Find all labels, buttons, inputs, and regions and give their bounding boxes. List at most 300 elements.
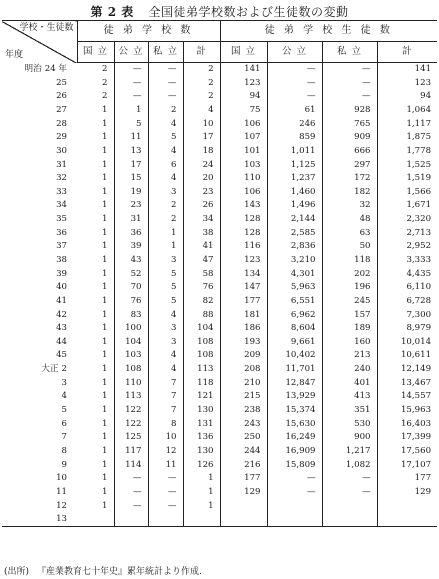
table-cell: 1: [102, 432, 108, 443]
table-cell: 7,300: [377, 308, 437, 322]
table-cell: 900: [322, 431, 377, 445]
table-row: [2, 76, 437, 90]
table-cell: 101: [220, 144, 267, 158]
year-cell: [2, 335, 77, 349]
table-cell: 2: [183, 90, 220, 104]
table-cell: 50: [322, 240, 377, 254]
table-row: [2, 294, 437, 308]
table-row: [2, 499, 437, 513]
table-cell: 116: [220, 240, 267, 254]
year-label: 41: [56, 295, 67, 306]
table-cell: —: [267, 485, 322, 499]
source-note: [4, 564, 202, 577]
table-cell: [267, 499, 322, 513]
table-cell: 16,909: [267, 444, 322, 458]
table-cell: 5,963: [267, 281, 322, 295]
table-cell: 765: [322, 117, 377, 131]
year-cell: [2, 444, 77, 458]
year-label: 45: [56, 350, 67, 361]
table-row: [2, 417, 437, 431]
table-cell: 32: [322, 199, 377, 213]
table-cell: 189: [322, 322, 377, 336]
table-cell: [183, 513, 220, 527]
year-cell: [2, 63, 77, 77]
table-cell: 17,107: [377, 458, 437, 472]
table-cell: [148, 513, 183, 527]
table-cell: 1: [102, 159, 108, 170]
table-cell: 209: [220, 349, 267, 363]
table-cell: 76: [183, 281, 220, 295]
table-cell: 177: [220, 472, 267, 486]
table-cell: 2: [148, 103, 183, 117]
table-cell: —: [267, 76, 322, 90]
table-cell: 16,403: [377, 417, 437, 431]
table-cell: 3: [148, 322, 183, 336]
table-cell: 2,585: [267, 226, 322, 240]
table-cell: 88: [183, 308, 220, 322]
corner-bottom-label: 年度: [5, 49, 24, 60]
table-cell: 1: [102, 173, 108, 184]
table-row: [2, 431, 437, 445]
table-cell: 1: [102, 309, 108, 320]
table-cell: 76: [114, 294, 148, 308]
year-label: 13: [56, 513, 67, 524]
table-cell: 141: [220, 63, 267, 77]
table-cell: 1: [102, 145, 108, 156]
table-cell: 2,144: [267, 213, 322, 227]
table-row: [2, 172, 437, 186]
year-cell: [2, 213, 77, 227]
table-cell: 147: [220, 281, 267, 295]
year-label: 12: [56, 500, 67, 511]
table-cell: 250: [220, 431, 267, 445]
table-cell: 1: [148, 240, 183, 254]
table-cell: 202: [322, 267, 377, 281]
header-sub: 計: [377, 42, 437, 63]
table-cell: 48: [322, 213, 377, 227]
table-cell: 3,210: [267, 253, 322, 267]
table-cell: 11: [148, 458, 183, 472]
table-cell: 23: [183, 185, 220, 199]
table-cell: 20: [183, 172, 220, 186]
table-row: [2, 267, 437, 281]
table-cell: 19: [114, 185, 148, 199]
year-label: 24 年: [44, 64, 67, 75]
table-cell: 36: [114, 226, 148, 240]
table-cell: 2: [183, 63, 220, 77]
table-cell: 108: [183, 349, 220, 363]
year-label: 3: [61, 377, 67, 388]
table-cell: 1: [102, 104, 108, 115]
table-cell: 108: [114, 363, 148, 377]
table-cell: 216: [220, 458, 267, 472]
year-cell: [2, 253, 77, 267]
table-cell: 107: [220, 131, 267, 145]
table-cell: 31: [114, 213, 148, 227]
table-cell: —: [114, 90, 148, 104]
table-cell: 4: [148, 349, 183, 363]
table-cell: —: [148, 90, 183, 104]
year-label: 10: [56, 473, 67, 484]
header-sub: 国 立: [220, 42, 267, 63]
table-cell: 3,333: [377, 253, 437, 267]
year-label: 26: [56, 91, 67, 102]
table-cell: 13,467: [377, 376, 437, 390]
table-cell: 1: [102, 214, 108, 225]
table-cell: 141: [377, 63, 437, 77]
table-cell: 1: [183, 485, 220, 499]
corner-top-label: 学校・生徒数: [19, 23, 74, 33]
table-cell: 123: [220, 253, 267, 267]
table-cell: 210: [220, 376, 267, 390]
table-cell: 172: [322, 172, 377, 186]
table-cell: 243: [220, 417, 267, 431]
table-cell: 75: [220, 103, 267, 117]
table-cell: 4: [148, 363, 183, 377]
table-cell: 131: [183, 417, 220, 431]
table-cell: —: [322, 485, 377, 499]
table-cell: 10: [183, 117, 220, 131]
table-cell: 11,701: [267, 363, 322, 377]
table-cell: 4: [148, 117, 183, 131]
year-cell: [2, 417, 77, 431]
table-row: [2, 131, 437, 145]
year-label: 5: [61, 405, 67, 416]
year-cell: [2, 431, 77, 445]
table-cell: 246: [267, 117, 322, 131]
table-cell: 1,117: [377, 117, 437, 131]
table-cell: 1,237: [267, 172, 322, 186]
year-label: 27: [56, 104, 67, 115]
table-cell: 530: [322, 417, 377, 431]
table-cell: —: [148, 63, 183, 77]
table-cell: 1: [102, 254, 108, 265]
table-cell: 18: [183, 144, 220, 158]
table-cell: 6,551: [267, 294, 322, 308]
year-cell: [2, 376, 77, 390]
table-cell: 4: [148, 144, 183, 158]
table-cell: 113: [183, 363, 220, 377]
year-cell: [2, 281, 77, 295]
table-cell: 1: [102, 445, 108, 456]
table-row: [2, 349, 437, 363]
table-cell: 208: [220, 363, 267, 377]
table-cell: 23: [114, 199, 148, 213]
table-cell: 1: [102, 486, 108, 497]
table-cell: 1,525: [377, 158, 437, 172]
table-cell: 1: [102, 268, 108, 279]
year-cell: [2, 144, 77, 158]
table-cell: 4: [148, 308, 183, 322]
table-cell: 160: [322, 335, 377, 349]
header-group-schools: 徒 弟 学 校 数: [77, 21, 220, 42]
table-cell: —: [267, 90, 322, 104]
table-cell: —: [148, 76, 183, 90]
table-row: [2, 117, 437, 131]
table-cell: 17,560: [377, 444, 437, 458]
year-cell: [2, 131, 77, 145]
table-cell: 1: [102, 473, 108, 484]
year-cell: [2, 76, 77, 90]
table-cell: 104: [114, 335, 148, 349]
table-row: [2, 253, 437, 267]
era-label: 大正: [41, 364, 59, 375]
year-label: 11: [56, 486, 67, 497]
table-cell: 182: [322, 185, 377, 199]
table-row: [2, 472, 437, 486]
table-cell: 16,249: [267, 431, 322, 445]
table-cell: —: [148, 499, 183, 513]
year-label: 43: [56, 323, 67, 334]
table-cell: 121: [183, 390, 220, 404]
year-cell: [2, 185, 77, 199]
table-row: [2, 322, 437, 336]
year-label: 40: [56, 282, 67, 293]
table-row: [2, 376, 437, 390]
table-row: [2, 199, 437, 213]
table-cell: —: [322, 90, 377, 104]
table-cell: 126: [183, 458, 220, 472]
table-cell: 2: [148, 213, 183, 227]
table-cell: 70: [114, 281, 148, 295]
table-cell: 1: [102, 391, 108, 402]
table-cell: 12,847: [267, 376, 322, 390]
table-cell: —: [114, 472, 148, 486]
table-row: [2, 158, 437, 172]
table-cell: 17: [183, 131, 220, 145]
table-cell: 1: [102, 118, 108, 129]
table-cell: 47: [183, 253, 220, 267]
table-cell: 1: [114, 103, 148, 117]
table-cell: 8,979: [377, 322, 437, 336]
table-row: [2, 308, 437, 322]
table-cell: 6,962: [267, 308, 322, 322]
year-label: 44: [56, 336, 67, 347]
header-sub: 私 立: [322, 42, 377, 63]
year-cell: [2, 513, 77, 527]
table-cell: 5: [148, 294, 183, 308]
table-cell: 12: [148, 444, 183, 458]
table-cell: 94: [220, 90, 267, 104]
table-cell: 15: [114, 172, 148, 186]
table-cell: —: [114, 485, 148, 499]
table-row: [2, 404, 437, 418]
year-cell: [2, 499, 77, 513]
table-cell: 1: [102, 241, 108, 252]
year-cell: [2, 322, 77, 336]
table-cell: 413: [322, 390, 377, 404]
table-cell: 1: [102, 459, 108, 470]
year-label: 4: [61, 391, 67, 402]
table-cell: 110: [114, 376, 148, 390]
table-row: [2, 226, 437, 240]
table-cell: 24: [183, 158, 220, 172]
table-cell: 1: [102, 227, 108, 238]
year-cell: [2, 199, 77, 213]
source-text: 『産業教育七十年史』累年統計より作成.: [37, 567, 202, 577]
table-cell: 196: [322, 281, 377, 295]
table-cell: 117: [114, 444, 148, 458]
table-cell: 1: [102, 186, 108, 197]
table-cell: —: [322, 76, 377, 90]
table-cell: 129: [220, 485, 267, 499]
source-label: (出所): [4, 567, 30, 577]
table-cell: [220, 499, 267, 513]
table-cell: 1: [102, 282, 108, 293]
table-cell: 7: [148, 390, 183, 404]
header-sub: 計: [183, 42, 220, 63]
table-cell: 3: [148, 253, 183, 267]
table-cell: 4,435: [377, 267, 437, 281]
table-cell: 5: [148, 281, 183, 295]
table-cell: [377, 499, 437, 513]
table-cell: 38: [183, 226, 220, 240]
table-cell: 12,149: [377, 363, 437, 377]
header-group-students: 徒 弟 学 校 生 徒 数: [220, 21, 437, 42]
year-label: 30: [56, 145, 67, 156]
table-cell: 1: [102, 323, 108, 334]
table-cell: 6,110: [377, 281, 437, 295]
table-cell: 114: [114, 458, 148, 472]
table-cell: 43: [114, 253, 148, 267]
year-cell: [2, 103, 77, 117]
table-cell: 2: [102, 91, 108, 102]
table-cell: 859: [267, 131, 322, 145]
table-cell: —: [322, 63, 377, 77]
table-cell: 1: [102, 500, 108, 511]
table-cell: [322, 499, 377, 513]
table-cell: 26: [183, 199, 220, 213]
table-cell: 2,952: [377, 240, 437, 254]
table-cell: —: [322, 472, 377, 486]
table-cell: 4: [183, 103, 220, 117]
year-cell: [2, 390, 77, 404]
year-label: 8: [61, 445, 67, 456]
table-cell: 1,778: [377, 144, 437, 158]
table-cell: —: [114, 499, 148, 513]
table-row: [2, 144, 437, 158]
table-cell: 106: [220, 117, 267, 131]
table-cell: 8,604: [267, 322, 322, 336]
header-sub: 国 立: [77, 42, 114, 63]
year-cell: [2, 226, 77, 240]
table-cell: 1: [102, 364, 108, 375]
table-cell: 10,014: [377, 335, 437, 349]
table-cell: 215: [220, 390, 267, 404]
table-cell: 83: [114, 308, 148, 322]
table-cell: 2: [148, 199, 183, 213]
table-cell: 1,011: [267, 144, 322, 158]
table-cell: 1,875: [377, 131, 437, 145]
table-cell: 193: [220, 335, 267, 349]
year-cell: [2, 172, 77, 186]
table-cell: [77, 513, 114, 527]
table-cell: 5: [148, 131, 183, 145]
table-cell: 13,929: [267, 390, 322, 404]
table-cell: 1,496: [267, 199, 322, 213]
table-cell: 1,566: [377, 185, 437, 199]
year-label: 32: [56, 173, 67, 184]
table-cell: 9,661: [267, 335, 322, 349]
year-label: 33: [56, 186, 67, 197]
table-row: [2, 63, 437, 77]
table-cell: 118: [322, 253, 377, 267]
table-row: [2, 363, 437, 377]
table-cell: 1,064: [377, 103, 437, 117]
table-cell: 351: [322, 404, 377, 418]
year-cell: [2, 458, 77, 472]
table-cell: 2: [183, 76, 220, 90]
table-cell: 2,836: [267, 240, 322, 254]
table-cell: [322, 513, 377, 527]
table-cell: 2,713: [377, 226, 437, 240]
table-row: [2, 240, 437, 254]
table-cell: 666: [322, 144, 377, 158]
table-cell: 401: [322, 376, 377, 390]
table-cell: 1,460: [267, 185, 322, 199]
table-cell: [377, 513, 437, 527]
table-cell: 106: [220, 185, 267, 199]
table-cell: 1: [102, 295, 108, 306]
table-cell: 128: [220, 213, 267, 227]
table-cell: 82: [183, 294, 220, 308]
table-cell: 52: [114, 267, 148, 281]
table-cell: [267, 513, 322, 527]
table-cell: 94: [377, 90, 437, 104]
table-cell: 1: [102, 336, 108, 347]
table-cell: 125: [114, 431, 148, 445]
table-row: [2, 458, 437, 472]
table-cell: 244: [220, 444, 267, 458]
table-cell: 7: [148, 376, 183, 390]
table-cell: 181: [220, 308, 267, 322]
table-cell: 134: [220, 267, 267, 281]
table-cell: 10: [148, 431, 183, 445]
table-cell: 3: [148, 185, 183, 199]
table-cell: 213: [322, 349, 377, 363]
table-cell: 1: [102, 132, 108, 143]
table-cell: 130: [183, 404, 220, 418]
statistics-table: [2, 20, 437, 527]
table-cell: 1: [102, 405, 108, 416]
table-row: [2, 513, 437, 527]
table-cell: 123: [377, 76, 437, 90]
year-label: 36: [56, 227, 67, 238]
table-cell: 10,611: [377, 349, 437, 363]
year-cell: [2, 308, 77, 322]
year-cell: [2, 294, 77, 308]
table-number: 第 2 表: [90, 5, 134, 19]
table-body: [2, 63, 437, 527]
table-cell: 11: [114, 131, 148, 145]
table-row: [2, 444, 437, 458]
table-cell: 103: [114, 349, 148, 363]
era-label: 明治: [24, 64, 42, 75]
table-cell: 143: [220, 199, 267, 213]
table-cell: 122: [114, 404, 148, 418]
table-cell: 63: [322, 226, 377, 240]
table-cell: —: [148, 485, 183, 499]
table-cell: 100: [114, 322, 148, 336]
table-cell: 186: [220, 322, 267, 336]
table-cell: 1: [102, 377, 108, 388]
table-cell: 110: [220, 172, 267, 186]
table-cell: 177: [220, 294, 267, 308]
table-cell: 10,402: [267, 349, 322, 363]
year-cell: [2, 349, 77, 363]
table-cell: 245: [322, 294, 377, 308]
year-label: 7: [61, 432, 67, 443]
